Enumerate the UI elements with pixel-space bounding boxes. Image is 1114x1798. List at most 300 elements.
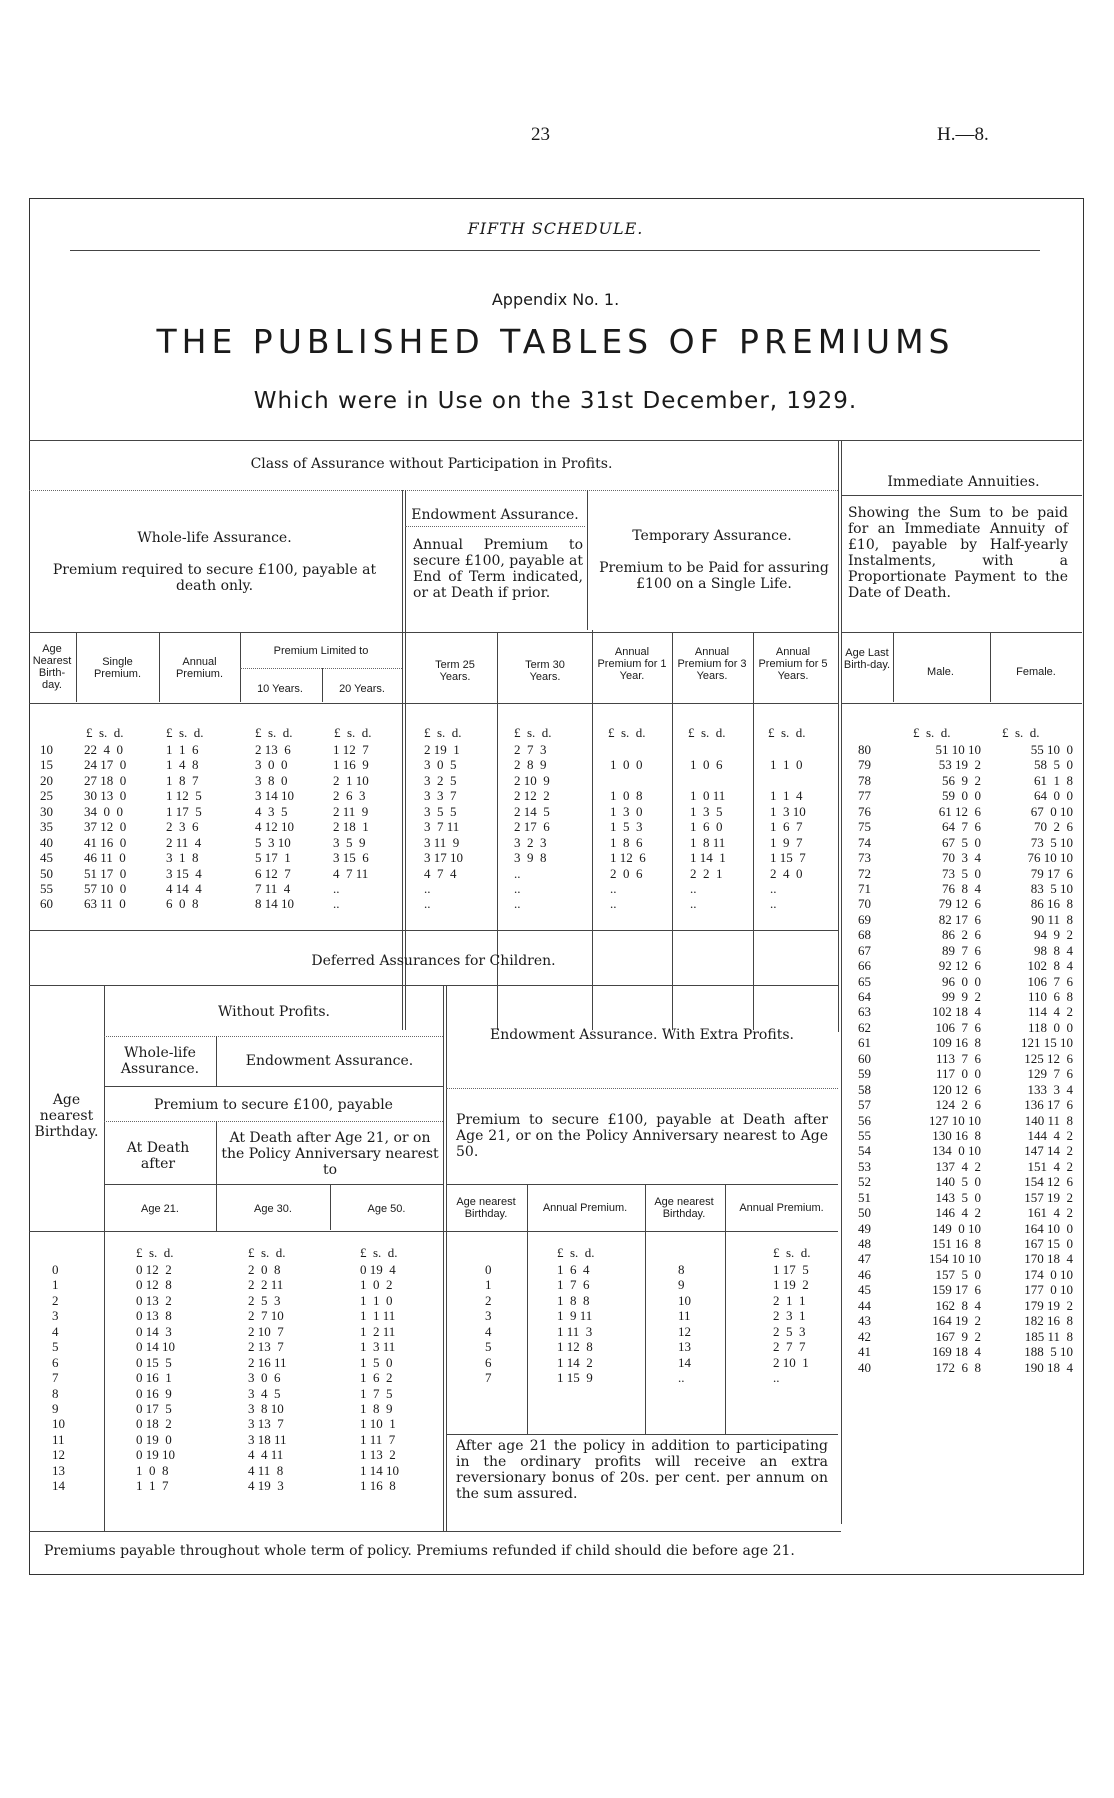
cell: 43 xyxy=(858,1313,871,1329)
cell: 2 3 6 xyxy=(166,819,199,835)
cell: 1 2 11 xyxy=(360,1323,396,1339)
cell: 61 12 6 xyxy=(938,803,981,819)
cell: 27 18 0 xyxy=(84,772,127,788)
cell: 6 xyxy=(52,1354,59,1370)
cell: 8 xyxy=(52,1385,59,1401)
cell: 3 xyxy=(52,1308,59,1324)
annuity-ages xyxy=(858,742,871,1375)
cell: 136 17 6 xyxy=(1024,1097,1073,1113)
with-profits-title: Endowment Assurance. With Extra Profits. xyxy=(490,1027,794,1043)
cell: .. xyxy=(690,880,697,896)
cell: .. xyxy=(610,880,617,896)
cell: 70 2 6 xyxy=(1034,819,1073,835)
cell: 3 17 10 xyxy=(424,850,463,866)
cell: 74 xyxy=(858,834,871,850)
deferred-whole-life-21 xyxy=(136,1262,175,1494)
cell: 174 0 10 xyxy=(1024,1266,1073,1282)
cell: 79 17 6 xyxy=(1030,865,1073,881)
cell: 130 16 8 xyxy=(932,1127,981,1143)
cell: 2 0 8 xyxy=(248,1262,281,1277)
cell: 7 xyxy=(52,1370,59,1386)
cell: 1 5 0 xyxy=(360,1354,393,1370)
lsd-header-female: £ s. d. xyxy=(1002,725,1040,740)
cell xyxy=(770,742,806,757)
cell: 2 2 1 xyxy=(690,865,723,881)
cell: 1 xyxy=(52,1277,59,1293)
schedule-title: FIFTH SCHEDULE. xyxy=(467,219,644,238)
cell: 114 4 2 xyxy=(1027,1004,1073,1020)
cell: 57 xyxy=(858,1097,871,1113)
cell: 63 xyxy=(858,1004,871,1020)
col-annual-3-years: Annual Premium for 3 Years. xyxy=(677,646,747,682)
cell: 125 12 6 xyxy=(1024,1050,1073,1066)
cell: .. xyxy=(770,880,777,896)
deferred-endowment: Endowment Assurance. xyxy=(245,1053,414,1069)
cell: 0 14 3 xyxy=(136,1323,172,1339)
cell: 190 18 4 xyxy=(1024,1359,1073,1375)
cell: 2 1 1 xyxy=(773,1292,806,1308)
cell: .. xyxy=(333,880,340,896)
lsd-header-20: £ s. d. xyxy=(334,725,372,740)
immediate-description: Showing the Sum to be paid for an Immediate Annuity of £10, payable by Half-yearly Instalments, with a Proportionate Payment to the Date of Death. xyxy=(848,505,1068,601)
cell: 99 9 2 xyxy=(942,989,981,1004)
deferred-ages xyxy=(52,1262,65,1494)
cell: 55 xyxy=(858,1127,871,1143)
cell: 59 xyxy=(858,1066,871,1082)
page-number: 23 xyxy=(531,124,550,145)
cell: 1 9 7 xyxy=(770,834,803,850)
cell: 0 xyxy=(485,1262,492,1277)
cell: 1 1 0 xyxy=(770,757,803,773)
cell: 67 0 10 xyxy=(1030,803,1073,819)
cell: .. xyxy=(514,896,521,912)
deferred-lsd-50: £ s. d. xyxy=(360,1245,398,1260)
cell: 89 7 6 xyxy=(942,942,981,958)
wp-lsd-a: £ s. d. xyxy=(557,1245,595,1260)
deferred-age-50: Age 50. xyxy=(367,1203,406,1215)
cell: 1 0 11 xyxy=(690,788,726,804)
cell: 14 xyxy=(52,1478,65,1494)
cell: 3 3 7 xyxy=(424,788,457,804)
cell: 0 14 10 xyxy=(136,1339,175,1355)
cell: 1 1 4 xyxy=(770,788,803,804)
cell: 67 5 0 xyxy=(942,834,981,850)
cell: 2 18 1 xyxy=(333,819,369,835)
cell: 3 0 5 xyxy=(424,757,457,773)
cell: 50 xyxy=(40,865,53,881)
wp-col-premium-a: Annual Premium. xyxy=(542,1202,628,1214)
whole-life-ages xyxy=(40,742,53,912)
cell: 86 16 8 xyxy=(1030,896,1073,912)
cell: 0 13 8 xyxy=(136,1308,172,1324)
cell: 58 5 0 xyxy=(1034,757,1073,773)
cell: 2 2 11 xyxy=(248,1277,284,1293)
cell: 46 xyxy=(858,1266,871,1282)
cell: 1 16 8 xyxy=(360,1478,396,1494)
cell: 3 5 5 xyxy=(424,803,457,819)
cell: 61 1 8 xyxy=(1034,772,1073,788)
cell: 1 3 10 xyxy=(770,803,806,819)
cell: 2 3 1 xyxy=(773,1308,806,1324)
cell: 1 11 7 xyxy=(360,1431,396,1447)
cell: 1 17 5 xyxy=(166,803,202,819)
cell: 73 xyxy=(858,850,871,866)
with-profits-note: After age 21 the policy in addition to participating in the ordinary profits will receive an extra reversionary bonus of 20s. per cent. per annum on the sum assured. xyxy=(456,1438,828,1502)
cell: 2 8 9 xyxy=(514,757,547,773)
col-20-years: 20 Years. xyxy=(339,683,385,695)
cell: 182 16 8 xyxy=(1024,1313,1073,1329)
cell: 6 xyxy=(485,1354,492,1370)
cell: 10 xyxy=(40,742,53,757)
cell: 110 6 8 xyxy=(1027,989,1073,1004)
cell: 67 xyxy=(858,942,871,958)
cell: 188 5 10 xyxy=(1024,1344,1073,1360)
cell: 13 xyxy=(52,1462,65,1478)
endowment-term-25 xyxy=(424,742,463,912)
cell: 12 xyxy=(678,1323,691,1339)
cell: 2 11 4 xyxy=(166,834,202,850)
deferred-at-death-after: At Death after xyxy=(126,1140,190,1172)
cell: 7 xyxy=(485,1370,492,1386)
cell: 98 8 4 xyxy=(1034,942,1073,958)
cell: 76 xyxy=(858,803,871,819)
wp-col-age-b: Age nearest Birthday. xyxy=(654,1196,714,1220)
cell: 1 0 6 xyxy=(690,757,723,773)
lsd-header-5: £ s. d. xyxy=(768,725,806,740)
cell: 0 19 10 xyxy=(136,1447,175,1463)
immediate-title: Immediate Annuities. xyxy=(887,474,1040,490)
cell: 2 7 3 xyxy=(514,742,547,757)
lsd-header-single: £ s. d. xyxy=(86,725,124,740)
cell: 15 xyxy=(40,757,53,773)
cell: 2 12 2 xyxy=(514,788,550,804)
cell: 59 0 0 xyxy=(942,788,981,804)
cell: 2 10 9 xyxy=(514,772,550,788)
cell: 50 xyxy=(858,1205,871,1221)
cell: 154 12 6 xyxy=(1024,1174,1073,1190)
cell: 137 4 2 xyxy=(935,1158,981,1174)
cell: 154 10 10 xyxy=(929,1251,981,1267)
cell: 4 11 8 xyxy=(248,1462,284,1478)
lsd-header-annual: £ s. d. xyxy=(166,725,204,740)
cell: 69 xyxy=(858,911,871,927)
cell: 1 15 9 xyxy=(557,1370,593,1386)
cell: 1 4 8 xyxy=(166,757,199,773)
cell: 1 14 10 xyxy=(360,1462,399,1478)
cell: 64 7 6 xyxy=(942,819,981,835)
cell: 1 0 2 xyxy=(360,1277,393,1293)
cell: 1 7 6 xyxy=(557,1277,590,1293)
cell: 8 xyxy=(678,1262,685,1277)
cell: 13 xyxy=(678,1339,691,1355)
cell: 0 12 8 xyxy=(136,1277,172,1293)
annuity-female xyxy=(995,742,1073,1375)
cell: .. xyxy=(678,1370,685,1386)
temporary-3-years xyxy=(690,742,726,912)
cell: 41 xyxy=(858,1344,871,1360)
cell: 170 18 4 xyxy=(1024,1251,1073,1267)
deferred-endowment-30 xyxy=(248,1262,287,1494)
cell: 1 6 7 xyxy=(770,819,803,835)
cell: 6 0 8 xyxy=(166,896,199,912)
cell: 4 4 11 xyxy=(248,1447,284,1463)
cell xyxy=(690,773,726,788)
cell: 3 xyxy=(485,1308,492,1324)
temporary-description: Premium to be Paid for assuring £100 on a Single Life. xyxy=(599,560,829,592)
cell: 117 0 0 xyxy=(935,1066,981,1082)
cell: 3 8 10 xyxy=(248,1400,284,1416)
cell: 3 13 7 xyxy=(248,1416,284,1432)
cell: 1 8 7 xyxy=(166,772,199,788)
cell: 121 15 10 xyxy=(1021,1035,1073,1051)
cell: 1 17 5 xyxy=(773,1262,809,1277)
cell: 40 xyxy=(40,834,53,850)
cell: 60 xyxy=(858,1050,871,1066)
cell: 53 xyxy=(858,1158,871,1174)
cell: 20 xyxy=(40,772,53,788)
cell: 4 xyxy=(52,1323,59,1339)
cell: 0 19 0 xyxy=(136,1431,172,1447)
col-premium-limited: Premium Limited to xyxy=(273,645,369,657)
cell: 40 xyxy=(858,1359,871,1375)
temporary-5-years xyxy=(770,742,806,912)
cell: 1 14 1 xyxy=(690,850,726,866)
cell: 7 11 4 xyxy=(255,880,291,896)
cell: 1 19 2 xyxy=(773,1277,809,1293)
cell: 10 xyxy=(52,1416,65,1432)
cell: 1 1 7 xyxy=(136,1478,169,1494)
cell: 1 3 5 xyxy=(690,803,723,819)
col-female: Female. xyxy=(1016,666,1056,678)
deferred-title: Deferred Assurances for Children. xyxy=(311,953,556,969)
cell: 72 xyxy=(858,865,871,881)
cell: .. xyxy=(610,896,617,912)
wp-col-premium-b: Annual Premium. xyxy=(739,1202,824,1214)
col-term-25: Term 25 Years. xyxy=(435,659,475,683)
deferred-age-nearest: Age nearest Birthday. xyxy=(34,1092,99,1140)
cell: 11 xyxy=(52,1431,65,1447)
cell: 0 17 5 xyxy=(136,1400,172,1416)
cell: 71 xyxy=(858,880,871,896)
cell: 1 6 2 xyxy=(360,1370,393,1386)
main-subtitle: Which were in Use on the 31st December, 1929. xyxy=(253,388,858,414)
deferred-age-30: Age 30. xyxy=(254,1203,292,1215)
cell: 1 12 5 xyxy=(166,788,202,804)
footer-note: Premiums payable throughout whole term of policy. Premiums refunded if child should die before age 21. xyxy=(44,1543,795,1559)
cell: 3 4 5 xyxy=(248,1385,281,1401)
deferred-whole-life: Whole-life Assurance. xyxy=(120,1045,200,1077)
endowment-title: Endowment Assurance. xyxy=(411,507,579,523)
cell: 1 8 8 xyxy=(557,1292,590,1308)
cell: 164 10 0 xyxy=(1024,1220,1073,1236)
cell: 80 xyxy=(858,742,871,757)
cell: 79 12 6 xyxy=(938,896,981,912)
cell: 1 3 11 xyxy=(360,1339,396,1355)
cell: 51 xyxy=(858,1189,871,1205)
cell: 45 xyxy=(40,850,53,866)
cell: 35 xyxy=(40,819,53,835)
cell: 2 7 7 xyxy=(773,1339,806,1355)
whole-life-limited-10 xyxy=(255,742,294,912)
cell: 3 14 10 xyxy=(255,788,294,804)
cell: 157 19 2 xyxy=(1024,1189,1073,1205)
col-term-30: Term 30 Years. xyxy=(525,659,565,683)
cell: 6 12 7 xyxy=(255,865,291,881)
cell: 70 3 4 xyxy=(942,850,981,866)
lsd-header-25: £ s. d. xyxy=(424,725,462,740)
cell: 3 2 3 xyxy=(514,834,547,850)
cell: 167 15 0 xyxy=(1024,1236,1073,1251)
cell: 0 16 1 xyxy=(136,1370,172,1386)
cell: 46 11 0 xyxy=(84,850,126,866)
cell: 3 9 8 xyxy=(514,850,547,866)
cell: 151 4 2 xyxy=(1027,1158,1073,1174)
cell: 3 1 8 xyxy=(166,850,199,866)
annuity-male xyxy=(903,742,981,1375)
whole-life-description: Premium required to secure £100, payable at death only. xyxy=(52,562,377,594)
cell: 2 xyxy=(52,1292,59,1308)
cell: 1 3 0 xyxy=(610,803,643,819)
cell: 1 7 5 xyxy=(360,1385,393,1401)
cell: 113 7 6 xyxy=(935,1050,981,1066)
cell: 1 8 9 xyxy=(360,1400,393,1416)
cell: 78 xyxy=(858,772,871,788)
cell: 75 xyxy=(858,819,871,835)
cell: 83 5 10 xyxy=(1030,880,1073,896)
cell: 64 0 0 xyxy=(1034,788,1073,804)
cell: 5 17 1 xyxy=(255,850,291,866)
cell: 1 1 11 xyxy=(360,1308,396,1324)
cell: 60 xyxy=(40,896,53,912)
cell xyxy=(690,742,726,757)
cell: 1 1 0 xyxy=(360,1292,393,1308)
cell: 4 xyxy=(485,1323,492,1339)
cell: 3 2 5 xyxy=(424,772,457,788)
cell: 1 5 3 xyxy=(610,819,643,835)
cell: 0 13 2 xyxy=(136,1292,172,1308)
cell: 129 7 6 xyxy=(1027,1066,1073,1082)
cell: 2 5 3 xyxy=(248,1292,281,1308)
cell: 41 16 0 xyxy=(84,834,127,850)
lsd-header-male: £ s. d. xyxy=(913,725,951,740)
cell: 5 3 10 xyxy=(255,834,291,850)
cell: 62 xyxy=(858,1019,871,1035)
cell: 2 1 10 xyxy=(333,772,369,788)
cell: 3 18 11 xyxy=(248,1431,287,1447)
cell: 94 9 2 xyxy=(1034,927,1073,943)
cell: 3 15 6 xyxy=(333,850,369,866)
cell: 2 10 1 xyxy=(773,1354,809,1370)
cell: 2 0 6 xyxy=(610,865,643,881)
cell: 2 7 10 xyxy=(248,1308,284,1324)
cell: 143 5 0 xyxy=(935,1189,981,1205)
cell: 1 6 4 xyxy=(557,1262,590,1277)
cell xyxy=(610,773,646,788)
cell: 2 6 3 xyxy=(333,788,366,804)
cell: 133 3 4 xyxy=(1027,1081,1073,1097)
cell: 4 7 11 xyxy=(333,865,369,881)
cell: 3 7 11 xyxy=(424,819,460,835)
cell: 3 0 0 xyxy=(255,757,288,773)
cell: 5 xyxy=(52,1339,59,1355)
wp-premiums-a xyxy=(557,1262,593,1386)
cell: 55 10 0 xyxy=(1030,742,1073,757)
col-male: Male. xyxy=(927,666,954,678)
cell: 3 11 9 xyxy=(424,834,460,850)
col-age-last-birthday: Age Last Birth-day. xyxy=(843,647,891,671)
main-title: THE PUBLISHED TABLES OF PREMIUMS xyxy=(156,322,955,361)
deferred-lsd-30: £ s. d. xyxy=(248,1245,286,1260)
cell: 1 1 6 xyxy=(166,742,199,757)
lsd-header-30: £ s. d. xyxy=(514,725,552,740)
cell: 179 19 2 xyxy=(1024,1297,1073,1313)
cell: 51 17 0 xyxy=(84,865,127,881)
cell: 90 11 8 xyxy=(1031,911,1073,927)
cell: 73 5 0 xyxy=(942,865,981,881)
cell: 106 7 6 xyxy=(935,1019,981,1035)
cell: 2 4 0 xyxy=(770,865,803,881)
cell: 106 7 6 xyxy=(1027,973,1073,989)
cell: 2 16 11 xyxy=(248,1354,287,1370)
cell: 2 17 6 xyxy=(514,819,550,835)
whole-life-annual-premiums xyxy=(166,742,202,912)
lsd-header-10: £ s. d. xyxy=(255,725,293,740)
cell: 3 5 9 xyxy=(333,834,366,850)
col-annual-premium: Annual Premium. xyxy=(175,656,224,680)
cell: 22 4 0 xyxy=(84,742,123,757)
endowment-description: Annual Premium to secure £100, payable at End of Term indicated, or at Death if prior. xyxy=(413,537,583,601)
cell: 149 0 10 xyxy=(932,1220,981,1236)
cell: 159 17 6 xyxy=(932,1282,981,1298)
cell: 52 xyxy=(858,1174,871,1190)
cell xyxy=(770,773,806,788)
cell: 92 12 6 xyxy=(938,958,981,974)
cell: 2 14 5 xyxy=(514,803,550,819)
cell: 157 5 0 xyxy=(935,1266,981,1282)
cell: 42 xyxy=(858,1328,871,1344)
cell: 76 10 10 xyxy=(1027,850,1073,866)
temporary-title: Temporary Assurance. xyxy=(632,528,792,544)
cell: 25 xyxy=(40,788,53,804)
cell: 79 xyxy=(858,757,871,773)
cell: 140 11 8 xyxy=(1024,1112,1073,1128)
cell: 24 17 0 xyxy=(84,757,127,773)
cell xyxy=(610,742,646,757)
wp-lsd-b: £ s. d. xyxy=(773,1245,811,1260)
cell: 61 xyxy=(858,1035,871,1051)
cell: 1 6 0 xyxy=(690,819,723,835)
cell: .. xyxy=(333,896,340,912)
deferred-endowment-50 xyxy=(360,1262,399,1494)
cell: 30 13 0 xyxy=(84,788,127,804)
cell: 9 xyxy=(678,1277,685,1293)
cell: 45 xyxy=(858,1282,871,1298)
cell: 1 8 6 xyxy=(610,834,643,850)
cell: 4 7 4 xyxy=(424,865,457,881)
cell: 151 16 8 xyxy=(932,1236,981,1251)
cell: 1 12 8 xyxy=(557,1339,593,1355)
cell: 2 13 6 xyxy=(255,742,291,757)
cell: 0 19 4 xyxy=(360,1262,396,1277)
cell: 66 xyxy=(858,958,871,974)
deferred-age-21: Age 21. xyxy=(141,1203,179,1215)
cell: 118 0 0 xyxy=(1027,1019,1073,1035)
cell: 164 19 2 xyxy=(932,1313,981,1329)
cell: 124 2 6 xyxy=(935,1097,981,1113)
cell: 34 0 0 xyxy=(84,803,123,819)
cell: 56 9 2 xyxy=(942,772,981,788)
cell: 167 9 2 xyxy=(935,1328,981,1344)
